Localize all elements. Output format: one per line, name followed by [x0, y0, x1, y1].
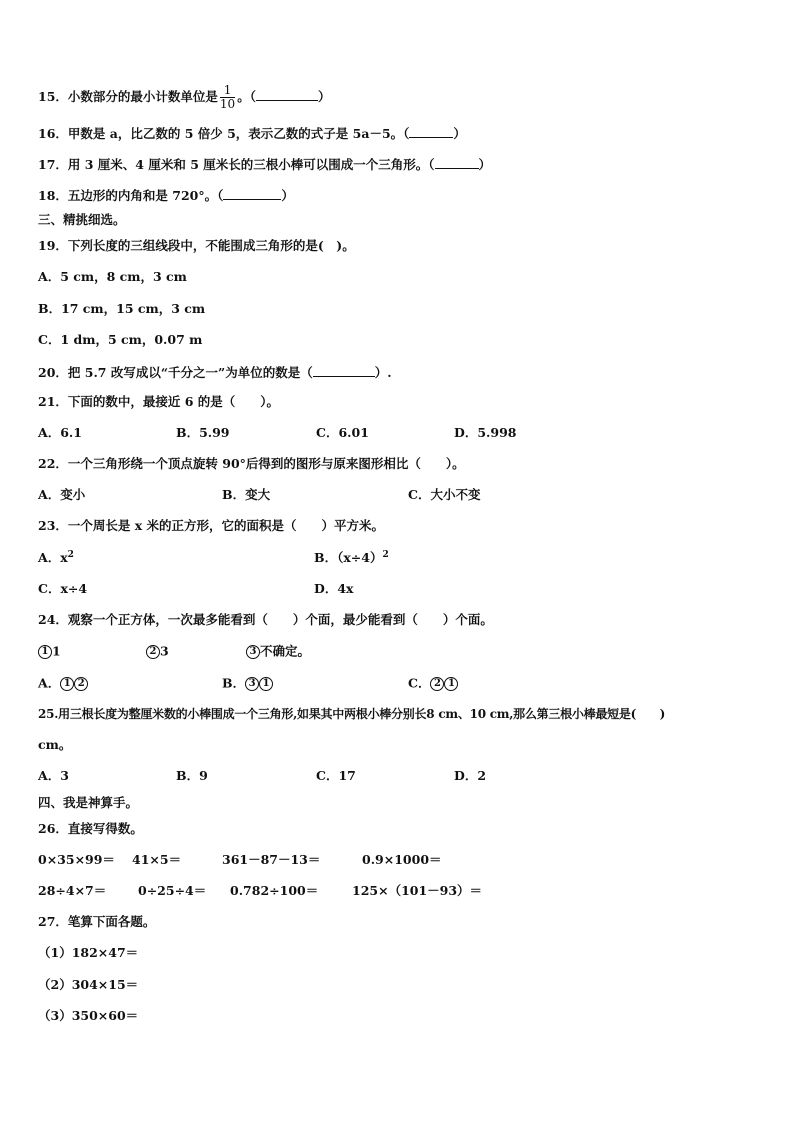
q24-option-b-label: B．	[222, 675, 246, 691]
q25-option-c[interactable]: C．17	[316, 768, 356, 783]
question-22-text: 22．一个三角形绕一个顶点旋转 90°后得到的图形与原来图形相比（ ）。	[38, 456, 465, 471]
calc-item: 0.782÷100＝	[230, 883, 319, 898]
question-17	[38, 157, 491, 172]
question-24-text: 24．观察一个正方体，一次最多能看到（ ）个面，最少能看到（ ）个面。	[38, 612, 493, 627]
section-3-heading: 三、精挑细选。	[38, 212, 126, 227]
q19-option-c[interactable]: C．1 dm，5 cm，0.07 m	[38, 332, 203, 347]
question-18-paren-close: ）	[281, 188, 294, 203]
question-25-unit: cm。	[38, 737, 72, 752]
question-18	[38, 188, 294, 203]
q24-option-a-label: A．	[38, 675, 61, 691]
question-19-text: 19．下列长度的三组线段中，不能围成三角形的是( )。	[38, 238, 355, 253]
superscript-2: 2	[67, 550, 74, 560]
q21-option-c[interactable]: C．6.01	[316, 425, 369, 440]
question-15-paren-close: ）	[317, 89, 331, 104]
question-25-text: 25.用三根长度为整厘米数的小棒围成一个三角形,如果其中两根小棒分别长8 cm、10 cm,那么第三根小棒最短是( )	[38, 707, 666, 721]
q24-choice-1	[38, 645, 61, 659]
question-20-text: 20．把 5.7 改写成以“千分之一”为单位的数是（	[38, 365, 313, 380]
q22-option-a[interactable]: A．变小	[38, 487, 86, 502]
q25-option-a[interactable]: A．3	[38, 768, 69, 783]
question-18-text: 18．五边形的内角和是 720°。（	[38, 188, 224, 203]
q24-option-a[interactable]	[38, 677, 88, 691]
q23-option-a-label: A．x	[38, 550, 68, 566]
circled-2-icon: 2	[146, 645, 160, 659]
question-17-paren-close: ）	[478, 157, 492, 172]
answer-blank[interactable]	[223, 188, 281, 200]
question-27-text: 27．笔算下面各题。	[38, 914, 156, 929]
q22-option-b[interactable]: B．变大	[222, 487, 271, 502]
q19-option-a[interactable]: A．5 cm，8 cm，3 cm	[38, 269, 187, 284]
q24-choice-2	[146, 645, 169, 659]
question-20-paren-close: ）.	[374, 365, 392, 380]
choice-2-value: 3	[160, 643, 169, 659]
q21-option-b[interactable]: B．5.99	[176, 425, 230, 440]
fraction-denominator: 10	[219, 97, 236, 111]
q22-option-c[interactable]: C．大小不变	[408, 487, 481, 502]
question-23-text: 23．一个周长是 x 米的正方形，它的面积是（ ）平方米。	[38, 518, 385, 533]
calc-item: 125×（101－93）＝	[352, 883, 483, 898]
calc-item: 28÷4×7＝	[38, 883, 107, 898]
q23-option-d[interactable]: D．4x	[314, 581, 354, 596]
question-20	[38, 365, 392, 380]
question-15	[38, 84, 330, 111]
calc-item: 361－87－13＝	[222, 852, 321, 867]
circled-1-icon: 1	[444, 677, 458, 691]
calc-item: 41×5＝	[132, 852, 182, 867]
q25-option-b[interactable]: B．9	[176, 768, 208, 783]
calc-item: 0.9×1000＝	[362, 852, 442, 867]
fraction-numerator: 1	[220, 84, 235, 98]
answer-blank[interactable]	[313, 365, 375, 377]
choice-3-value: 不确定。	[260, 643, 311, 659]
circled-1-icon: 1	[60, 677, 74, 691]
q23-option-a[interactable]	[38, 551, 74, 565]
answer-blank[interactable]	[409, 126, 453, 138]
q25-option-d[interactable]: D．2	[454, 768, 487, 783]
q24-option-b[interactable]	[222, 677, 273, 691]
circled-1-icon: 1	[259, 677, 273, 691]
choice-1-value: 1	[52, 643, 61, 659]
q23-option-c[interactable]: C．x÷4	[38, 581, 88, 596]
q24-choice-3	[246, 645, 310, 659]
circled-3-icon: 3	[246, 645, 260, 659]
calc-item: 0×35×99＝	[38, 852, 115, 867]
circled-2-icon: 2	[74, 677, 88, 691]
question-21-text: 21．下面的数中，最接近 6 的是（ ）。	[38, 394, 280, 409]
answer-blank[interactable]	[256, 89, 318, 101]
superscript-2: 2	[382, 550, 389, 560]
q24-option-c[interactable]	[408, 677, 458, 691]
circled-3-icon: 3	[245, 677, 259, 691]
written-calc-item: （2）304×15＝	[38, 977, 139, 992]
section-4-heading: 四、我是神算手。	[38, 795, 139, 810]
fraction-one-tenth	[220, 84, 235, 111]
q19-option-b[interactable]: B．17 cm，15 cm，3 cm	[38, 301, 206, 316]
q21-option-d[interactable]: D．5.998	[454, 425, 517, 440]
question-16	[38, 126, 466, 141]
question-15-paren-open: 。（	[237, 89, 256, 104]
question-16-text: 16．甲数是 a，比乙数的 5 倍少 5，表示乙数的式子是 5a－5。（	[38, 126, 410, 141]
written-calc-item: （1）182×47＝	[38, 945, 139, 960]
q24-option-c-label: C．	[408, 675, 431, 691]
written-calc-item: （3）350×60＝	[38, 1008, 139, 1023]
calc-item: 0÷25÷4＝	[138, 883, 207, 898]
q23-option-b-label: B．（x÷4）	[314, 550, 383, 566]
question-17-text: 17．用 3 厘米、4 厘米和 5 厘米长的三根小棒可以围成一个三角形。（	[38, 157, 435, 172]
question-16-paren-close: ）	[453, 126, 466, 141]
question-26-text: 26．直接写得数。	[38, 821, 143, 836]
question-15-text: 15．小数部分的最小计数单位是	[38, 89, 218, 104]
circled-2-icon: 2	[430, 677, 444, 691]
q21-option-a[interactable]: A．6.1	[38, 425, 82, 440]
q23-option-b[interactable]	[314, 551, 389, 565]
circled-1-icon: 1	[38, 645, 52, 659]
answer-blank[interactable]	[435, 157, 479, 169]
